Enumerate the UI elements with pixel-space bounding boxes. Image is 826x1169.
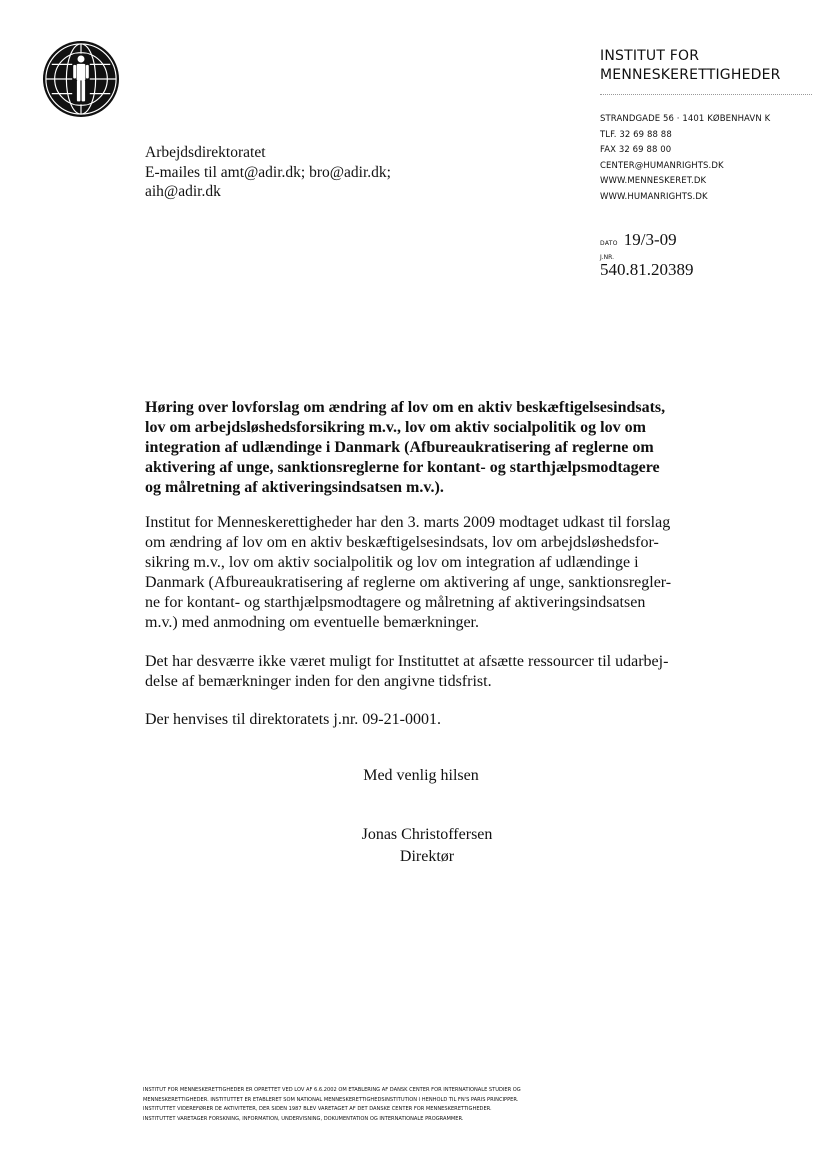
- paragraph-1: [145, 513, 675, 633]
- signer-title: Direktør: [399, 848, 455, 865]
- recipient-email-line: E-mailes til amt@adir.dk; bro@adir.dk;: [145, 163, 391, 181]
- paragraph-line: sikring m.v., lov om aktiv socialpolitik og lov om integration af udlændinge i: [145, 554, 639, 571]
- recipient-block: [145, 143, 391, 202]
- paragraph-line: ne for kontant- og starthjælpsmodtagere og målretning af aktiveringsindsatsen: [145, 594, 646, 611]
- paragraph-line: Institut for Menneskerettigheder har den 3. marts 2009 modtaget udkast til forslag: [145, 514, 671, 531]
- jnr-label: J.NR.: [600, 254, 615, 261]
- subject-line: lov om arbejdsløshedsforsikring m.v., lov om aktiv socialpolitik og lov om: [145, 419, 646, 436]
- date-value: 19/3-09: [623, 230, 677, 249]
- phone-text: TLF. 32 69 88 88: [600, 129, 672, 140]
- reference-block: [600, 230, 694, 279]
- footer-line: INSTITUTTET VARETAGER FORSKNING, INFORMATION, UNDERVISNING, DOKUMENTATION OG INTERNATIONALE PROGRAMMER.: [143, 1115, 464, 1122]
- subject-heading: [145, 398, 675, 498]
- address-text: STRANDGADE 56 · 1401 KØBENHAVN K: [600, 114, 771, 124]
- paragraph-line: om ændring af lov om en aktiv beskæftigelsesindsats, lov om arbejdsløshedsfor-: [145, 534, 659, 551]
- signer-name: Jonas Christoffersen: [361, 826, 493, 843]
- website-text: WWW.MENNESKERET.DK: [600, 176, 707, 186]
- jnr-value: 540.81.20389: [600, 260, 694, 279]
- legal-footer: [143, 1086, 623, 1124]
- recipient-name: Arbejdsdirektoratet: [145, 144, 266, 161]
- recipient-email-line: aih@adir.dk: [145, 183, 221, 200]
- paragraph-line: m.v.) med anmodning om eventuelle bemærkninger.: [145, 614, 479, 631]
- subject-line: Høring over lovforslag om ændring af lov om en aktiv beskæftigelsesindsats,: [145, 399, 666, 416]
- paragraph-3: [145, 710, 675, 730]
- subject-line: og målretning af aktiveringsindsatsen m.v.).: [145, 479, 444, 496]
- paragraph-line: Der henvises til direktoratets j.nr. 09-21-0001.: [145, 711, 441, 728]
- subject-line: aktivering af unge, sanktionsreglerne for kontant- og starthjælpsmodtagere: [145, 459, 660, 476]
- footer-line: MENNESKERETTIGHEDER. INSTITUTTET ER ETABLERET SOM NATIONAL MENNESKERETTIGHEDSINSTITUTION I HENHOLD TIL FN'S PARIS PRINCIPPER.: [143, 1096, 519, 1103]
- closing-greeting: Med venlig hilsen: [363, 767, 479, 784]
- paragraph-line: delse af bemærkninger inden for den angivne tidsfrist.: [145, 673, 492, 690]
- fax-text: FAX 32 69 88 00: [600, 145, 672, 155]
- letterhead-divider: [600, 94, 812, 95]
- org-name-line2: MENNESKERETTIGHEDER: [600, 67, 781, 83]
- website-alt-text: WWW.HUMANRIGHTS.DK: [600, 191, 708, 202]
- paragraph-line: Danmark (Afbureaukratisering af reglerne om aktivering af unge, sanktionsregler-: [145, 574, 672, 591]
- date-label: DATO: [600, 240, 618, 247]
- footer-line: INSTITUT FOR MENNESKERETTIGHEDER ER OPRETTET VED LOV AF 6.6.2002 OM ETABLERING AF DANSK CENTER FOR INTERNATIONALE STUDIER OG: [143, 1087, 521, 1093]
- org-name-line1: INSTITUT FOR: [600, 48, 700, 64]
- paragraph-line: Det har desværre ikke været muligt for Instituttet at afsætte ressourcer til udarbej-: [145, 653, 669, 670]
- footer-line: INSTITUTTET VIDEREFØRER DE AKTIVITETER, DER SIDEN 1987 BLEV VARETAGET AF DET DANSKE CENTER FOR MENNESKERETTIGHEDER.: [143, 1106, 492, 1113]
- institute-logo-icon: [42, 40, 120, 118]
- contact-block: [600, 112, 770, 205]
- organization-name: [600, 47, 810, 85]
- subject-line: integration af udlændinge i Danmark (Afbureaukratisering af reglerne om: [145, 439, 654, 456]
- paragraph-2: [145, 652, 675, 692]
- email-text: CENTER@HUMANRIGHTS.DK: [600, 160, 724, 171]
